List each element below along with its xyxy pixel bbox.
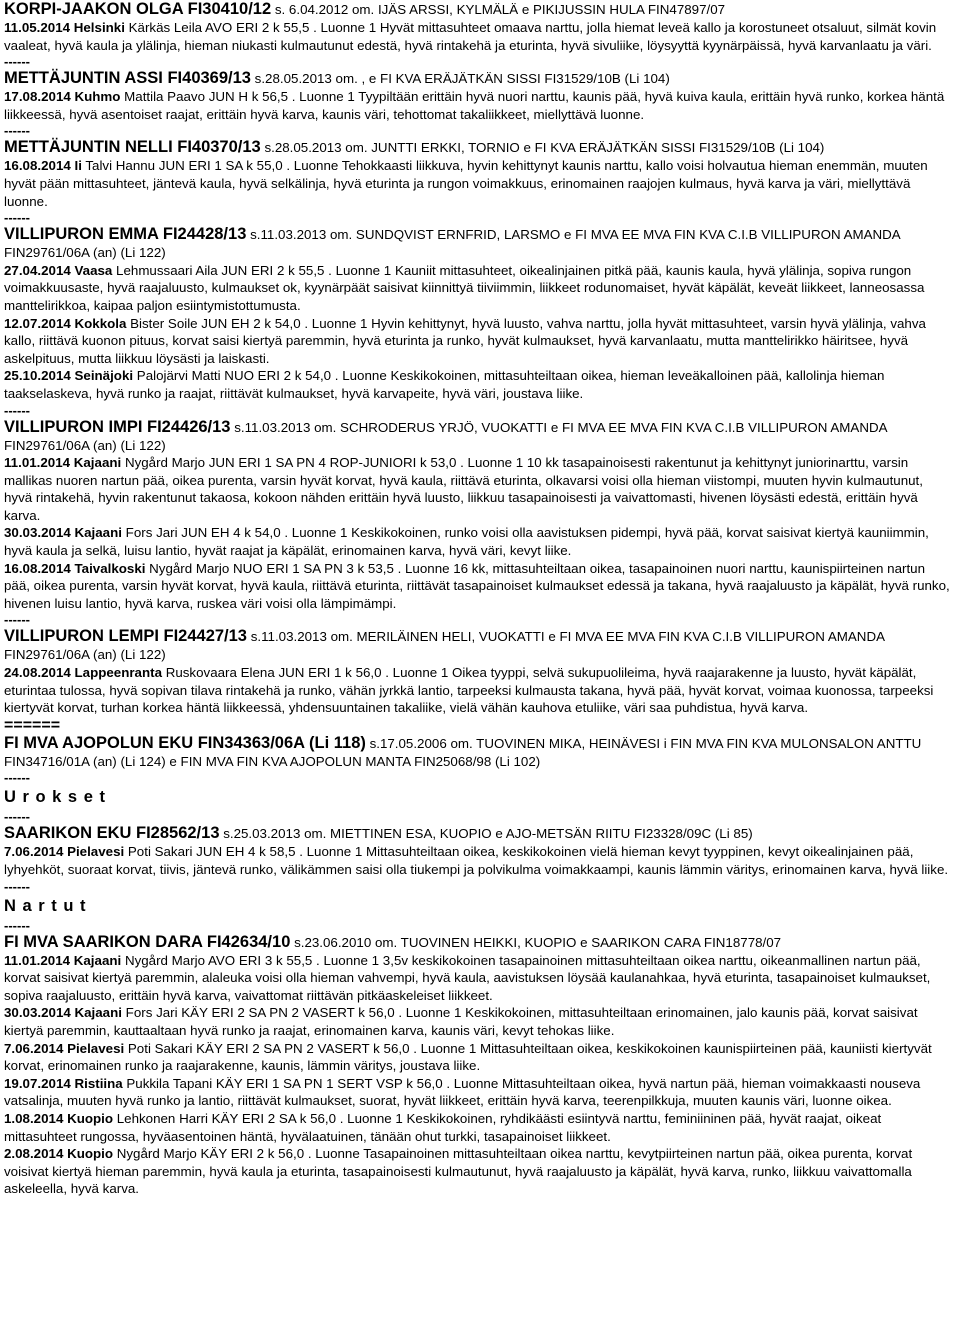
entry-paragraph bbox=[4, 560, 952, 613]
text-run: s.11.03.2013 om. SUNDQVIST ERNFRID, LARSMO e FI MVA EE MVA FIN KVA C.I.B VILLIPURON AMANDA FIN29761/06A (an) (Li 122) bbox=[4, 227, 900, 261]
text-run: Lehkonen Harri KÄY ERI 2 SA k 56,0 . Luonne 1 Keskikokoinen, ryhdikäästi esiintyvä narttu, feminiininen pää, hyvät raajat, oikeat mittasuhteet rungossa, hyväasentoinen häntä, hyvälaatuinen, tänään ohut turkki, tasapainoiset liikkeet. bbox=[4, 1110, 882, 1144]
entry-paragraph bbox=[4, 225, 952, 262]
separator bbox=[4, 918, 952, 933]
entry-paragraph bbox=[4, 1110, 952, 1145]
text-run: ------ bbox=[4, 770, 30, 786]
text-run: Talvi Hannu JUN ERI 1 SA k 55,0 . Luonne Tehokkaasti liikkuva, hyvin kehittynyt kaunis narttu, kallo voisi holvautua hieman enemmän, muuten hyvät pään mittasuhteet, jäntevä kaula, hyvä selkälinja, hyvä eturinta ja rungon voimakkuus, erinomainen raajojen kulmaus, hyvä karva ja väri, miellyttävä luonne. bbox=[4, 158, 928, 209]
show-date-place: 30.03.2014 Kajaani bbox=[4, 1005, 122, 1021]
show-date-place: 27.04.2014 Vaasa bbox=[4, 262, 113, 278]
text-run: Kärkäs Leila AVO ERI 2 k 55,5 . Luonne 1 Hyvät mittasuhteet omaava narttu, jolla hiemat leveä kallo ja korostuneet otsaluut, silmät kovin vaaleat, hyvä kaula ja ylälinja, hieman niukasti kulmautunut edestä, hyvä rintakehä ja eturinta, hyvä sivuliike, löysyyttä kyynärpäissä, hyvä karvanlaatu ja väri. bbox=[4, 20, 937, 53]
show-date-place: U r o k s e t bbox=[4, 788, 106, 807]
text-run: ------ bbox=[4, 123, 30, 139]
entry-paragraph bbox=[4, 418, 952, 455]
entry-paragraph bbox=[4, 734, 952, 771]
show-date-place: N a r t u t bbox=[4, 896, 87, 915]
entry-paragraph bbox=[4, 824, 952, 843]
separator bbox=[4, 717, 952, 734]
show-date-place: 2.08.2014 Kuopio bbox=[4, 1146, 114, 1162]
entry-paragraph bbox=[4, 627, 952, 664]
entry-paragraph bbox=[4, 138, 952, 157]
text-run: Fors Jari JUN EH 4 k 54,0 . Luonne 1 Keskikokoinen, runko voisi olla aavistuksen pidempi, hyvä pää, korvat saisivat kiertyä kauniimmin, hyvä kaula ja selkä, luisu lantio, hyvät raajat ja käpälät, erinomainen karva, hyvä väri, kevyt liike. bbox=[4, 525, 929, 559]
show-date-place: 11.01.2014 Kajaani bbox=[4, 952, 122, 968]
show-date-place: 12.07.2014 Kokkola bbox=[4, 315, 127, 331]
text-run: s.11.03.2013 om. MERILÄINEN HELI, VUOKATTI e FI MVA EE MVA FIN KVA C.I.B VILLIPURON AMANDA FIN29761/06A (an) (Li 122) bbox=[4, 629, 885, 663]
entry-paragraph bbox=[4, 933, 952, 952]
text-run: Nygård Marjo AVO ERI 3 k 55,5 . Luonne 1 3,5v keskikokoinen tasapainoinen mittasuhteiltaan oikea narttu, oikeanmallinen nartun pää, korvat saisivat kiertyä paremmin, alaleuka voisi olla hieman vahvempi, hyvä kaula, aavistuksen löysää kaulanahkaa, hyvä eturinta, tasapainoiset kulmaukset, sopiva raajaluusto, erittäin hyvä karva, vaivattomat riittävän pitkäaskeleiset liikkeet. bbox=[4, 952, 931, 1003]
entry-paragraph bbox=[4, 262, 952, 315]
separator bbox=[4, 403, 952, 418]
entry-paragraph bbox=[4, 664, 952, 717]
text-run: Poti Sakari JUN EH 4 k 58,5 . Luonne 1 Mittasuhteiltaan oikea, keskikokoinen vielä hieman kevyt tyyppinen, kevyt oikealinjainen pää, lyhyehköt, suoraat korvat, tiivis, jäntevä runko, välikämmen saisi olla tiukempi ja polvikulma voimakkaampi, kaunis lämmin väritys, erinomainen karva, hyvä liike. bbox=[4, 844, 949, 877]
text-run: Nygård Marjo KÄY ERI 2 k 56,0 . Luonne Tasapainoinen mittasuhteiltaan oikea narttu, kevytpiirteinen nartun pää, oikea purenta, korvat voisivat kiertyä hieman paremmin, hyvä kaula ja eturinta, tasapainoisesti kulmautunut, hyvä raajaluusto ja käpälät, hyvä karva, runko, liikkuu vaivattomalla askeleella, hyvä karva. bbox=[4, 1146, 913, 1197]
text-run: ------ bbox=[4, 210, 30, 226]
text-run: s.28.05.2013 om. JUNTTI ERKKI, TORNIO e FI KVA ERÄJÄTKÄN SISSI FI31529/10B (Li 104) bbox=[260, 140, 825, 156]
text-run: Pukkila Tapani KÄY ERI 1 SA PN 1 SERT VSP k 56,0 . Luonne Mittasuhteiltaan oikea, hyvä nartun pää, hieman voimakkaasti nouseva vatsalinja, muuten hyvä runko ja lantio, riittävät kulmaukset, suorat, hyvät liikkeet, erittäin hyvä karva, teerenpilkkuja, muuten kaunis väri, luonne oikea. bbox=[4, 1075, 921, 1109]
separator bbox=[4, 210, 952, 225]
entry-paragraph bbox=[4, 454, 952, 524]
dog-name: VILLIPURON IMPI FI24426/13 bbox=[4, 417, 231, 436]
text-run: Bister Soile JUN EH 2 k 54,0 . Luonne 1 Hyvin kehittynyt, hyvä luusto, vahva narttu, jolla hyvät mittasuhteet, varsin hyvä ylälinja, vahva kallo, riittävä kuonon pituus, korvat saisi kiertyä paremmin, hyvä eturinta ja runko, hyvät kulmaukset, hyvä karvanlaatu, mutta manttelirikko häiritsee, hyvä askelpituus, mutta liikkuu löysästi ja laiskasti. bbox=[4, 315, 926, 366]
text-run: s.17.05.2006 om. TUOVINEN MIKA, HEINÄVESI i FIN MVA FIN KVA MULONSALON ANTTU FIN34716/01A (an) (Li 124) e FIN MVA FIN KVA AJOPOLUN MANTA FIN25068/98 (Li 102) bbox=[4, 735, 922, 769]
text-run: Lehmussaari Aila JUN ERI 2 k 55,5 . Luonne 1 Kauniit mittasuhteet, oikealinjainen pitkä pää, kaunis kaula, hyvä ylälinja, sopiva rungon voimakkuusaste, hyvä raajaluusto, kulmaukset ok, kyynärpäät saisivat kiinnittyä tiiviimmin, liikkeet rodunomaiset, hyvät käpälät, keveät liikkeet, lanneosassa manttelirikkoa, kaipaa paljon esiintymistottumusta. bbox=[4, 262, 925, 313]
entry-paragraph bbox=[4, 0, 952, 19]
entry-paragraph bbox=[4, 88, 952, 123]
text-run: Ruskovaara Elena JUN ERI 1 k 56,0 . Luonne 1 Oikea tyyppi, selvä sukupuolileima, hyvä raajarakenne ja luusto, hyvät käpälät, eturintaa tulossa, hyvä sopivan tilava rintakehä ja runko, vähän jyrkkä lantio, tarpeeksi kulmausta takana, hyvä pää, hyvät korvat, voimaa kuonossa, tarpeeksi kiertyvät korvat, turhan korkea häntä liikkeessä, yhdensuuntainen takaliike, vielä vähän kauhova etuliike, väri saa puhdistua, hyvä karva. bbox=[4, 665, 934, 716]
text-run: s.23.06.2010 om. TUOVINEN HEIKKI, KUOPIO e SAARIKON CARA FIN18778/07 bbox=[290, 934, 782, 950]
text-run: ------ bbox=[4, 402, 30, 418]
text-run: ====== bbox=[4, 716, 61, 734]
entry-paragraph bbox=[4, 69, 952, 88]
entry-paragraph bbox=[4, 19, 952, 54]
text-run: s.11.03.2013 om. SCHRODERUS YRJÖ, VUOKATTI e FI MVA EE MVA FIN KVA C.I.B VILLIPURON AMANDA FIN29761/06A (an) (Li 122) bbox=[4, 419, 887, 453]
dog-name: METTÄJUNTIN NELLI FI40370/13 bbox=[4, 138, 261, 157]
dog-name: KORPI-JAAKON OLGA FI30410/12 bbox=[4, 0, 272, 18]
text-run: Nygård Marjo JUN ERI 1 SA PN 4 ROP-JUNIORI k 53,0 . Luonne 1 10 kk tasapainoisesti rakentunut ja kehittynyt juniorinarttu, varsin mallikas nuoren nartun pää, oikea purenta, varsin hyvät korvat, hyvä kaula, riittävä eturinta, olkavarsi voisi olla hieman viistompi, muuten hyvin kulmautunut, hyvä rintakehä, hyvin rakentunut takaosa, kokoon nähden erittäin hyvä luusto, liikkuu tasapainoisesti ja vaivattomasti, hivenen löysästi edestä, erittäin hyvä karva. bbox=[4, 455, 923, 523]
dog-name: SAARIKON EKU FI28562/13 bbox=[4, 824, 220, 843]
text-run: ------ bbox=[4, 917, 30, 933]
text-run: s.28.05.2013 om. , e FI KVA ERÄJÄTKÄN SISSI FI31529/10B (Li 104) bbox=[250, 71, 670, 87]
entry-paragraph bbox=[4, 367, 952, 402]
dog-name: VILLIPURON EMMA FI24428/13 bbox=[4, 225, 247, 244]
text-run: Fors Jari KÄY ERI 2 SA PN 2 VASERT k 56,0 . Luonne 1 Keskikokoinen, mittasuhteiltaan erinomainen, jalo kaunis pää, korvat saisivat kiertyä paremmin, kauttaaltaan hyvä runko ja raajat, erinomainen karva, kaunis väri, kevyt tehokas liike. bbox=[4, 1005, 918, 1038]
show-date-place: 7.06.2014 Pielavesi bbox=[4, 1040, 125, 1056]
entry-paragraph bbox=[4, 1145, 952, 1198]
text-run: ------ bbox=[4, 878, 30, 894]
entry-paragraph bbox=[4, 843, 952, 878]
text-run: Nygård Marjo NUO ERI 1 SA PN 3 k 53,5 . Luonne 16 kk, mittasuhteiltaan oikea, tasapainoinen nuori narttu, kaunispiirteinen nartun pää, oikea purenta, varsin hyvät korvat, hyvä kaula, riittävä eturinta, riittävät tasapainoiset kulmaukset edessä ja takana, hyvä raajaluusto ja käpälät, hyvä runko, hivenen luisu lantio, hyvä karva, ruskea väri voisi olla lämpimämpi. bbox=[4, 560, 950, 611]
text-run: Poti Sakari KÄY ERI 2 SA PN 2 VASERT k 56,0 . Luonne 1 Mittasuhteiltaan oikea, keskikokoinen kaunispiirteinen pää, kauniisti kiertyvät korvat, erinomainen runko ja raajarakenne, kaunis, lämmin väritys, joustava liike. bbox=[4, 1040, 932, 1074]
text-run: Mattila Paavo JUN H k 56,5 . Luonne 1 Tyypiltään erittäin hyvä nuori narttu, kaunis pää, hyvä kuiva kaula, erittäin hyvä runko, korkea häntä liikkeessä, hyvä asentoiset raajat, erittäin hyvä karva, kaunis väri, tehottomat takaliikkeet, miellyttävä luonne. bbox=[4, 89, 945, 122]
show-date-place: 11.01.2014 Kajaani bbox=[4, 455, 122, 471]
entry-paragraph bbox=[4, 315, 952, 368]
show-date-place: 1.08.2014 Kuopio bbox=[4, 1110, 114, 1126]
show-date-place: 16.08.2014 Taivalkoski bbox=[4, 560, 146, 576]
dog-name: FI MVA SAARIKON DARA FI42634/10 bbox=[4, 932, 291, 951]
separator bbox=[4, 879, 952, 894]
show-date-place: 17.08.2014 Kuhmo bbox=[4, 89, 121, 105]
show-date-place: 16.08.2014 Ii bbox=[4, 158, 82, 174]
entry-paragraph bbox=[4, 524, 952, 559]
text-run: s. 6.04.2012 om. IJÄS ARSSI, KYLMÄLÄ e PIKIJUSSIN HULA FIN47897/07 bbox=[271, 2, 726, 17]
text-run: ------ bbox=[4, 612, 30, 628]
entry-paragraph bbox=[4, 1040, 952, 1075]
text-run: s.25.03.2013 om. MIETTINEN ESA, KUOPIO e AJO-METSÄN RIITU FI23328/09C (Li 85) bbox=[219, 826, 753, 842]
entry-paragraph bbox=[4, 157, 952, 210]
entry-paragraph bbox=[4, 1004, 952, 1039]
show-date-place: 24.08.2014 Lappeenranta bbox=[4, 665, 162, 681]
dog-name: VILLIPURON LEMPI FI24427/13 bbox=[4, 627, 247, 646]
dog-name: FI MVA AJOPOLUN EKU FIN34363/06A (Li 118) bbox=[4, 733, 366, 752]
show-date-place: 30.03.2014 Kajaani bbox=[4, 525, 122, 541]
section-heading bbox=[4, 785, 952, 809]
entry-paragraph bbox=[4, 1075, 952, 1110]
separator bbox=[4, 809, 952, 824]
show-date-place: 25.10.2014 Seinäjoki bbox=[4, 368, 134, 384]
text-run: ------ bbox=[4, 54, 30, 70]
text-run: ------ bbox=[4, 809, 30, 825]
show-date-place: 19.07.2014 Ristiina bbox=[4, 1075, 123, 1091]
entry-paragraph bbox=[4, 952, 952, 1005]
separator bbox=[4, 54, 952, 69]
separator bbox=[4, 123, 952, 138]
separator bbox=[4, 770, 952, 785]
separator bbox=[4, 612, 952, 627]
show-date-place: 7.06.2014 Pielavesi bbox=[4, 844, 125, 860]
text-run: Palojärvi Matti NUO ERI 2 k 54,0 . Luonne Keskikokoinen, mittasuhteiltaan oikea, hieman leveäkalloinen pää, kallolinja hieman taakselaskeva, hyvä runko ja raajat, riittävät kulmaukset, hyvä karvapeite, hyvä väri, joustava liike. bbox=[4, 368, 885, 401]
section-heading bbox=[4, 894, 952, 918]
show-date-place: 11.05.2014 Helsinki bbox=[4, 20, 125, 35]
dog-name: METTÄJUNTIN ASSI FI40369/13 bbox=[4, 69, 251, 88]
